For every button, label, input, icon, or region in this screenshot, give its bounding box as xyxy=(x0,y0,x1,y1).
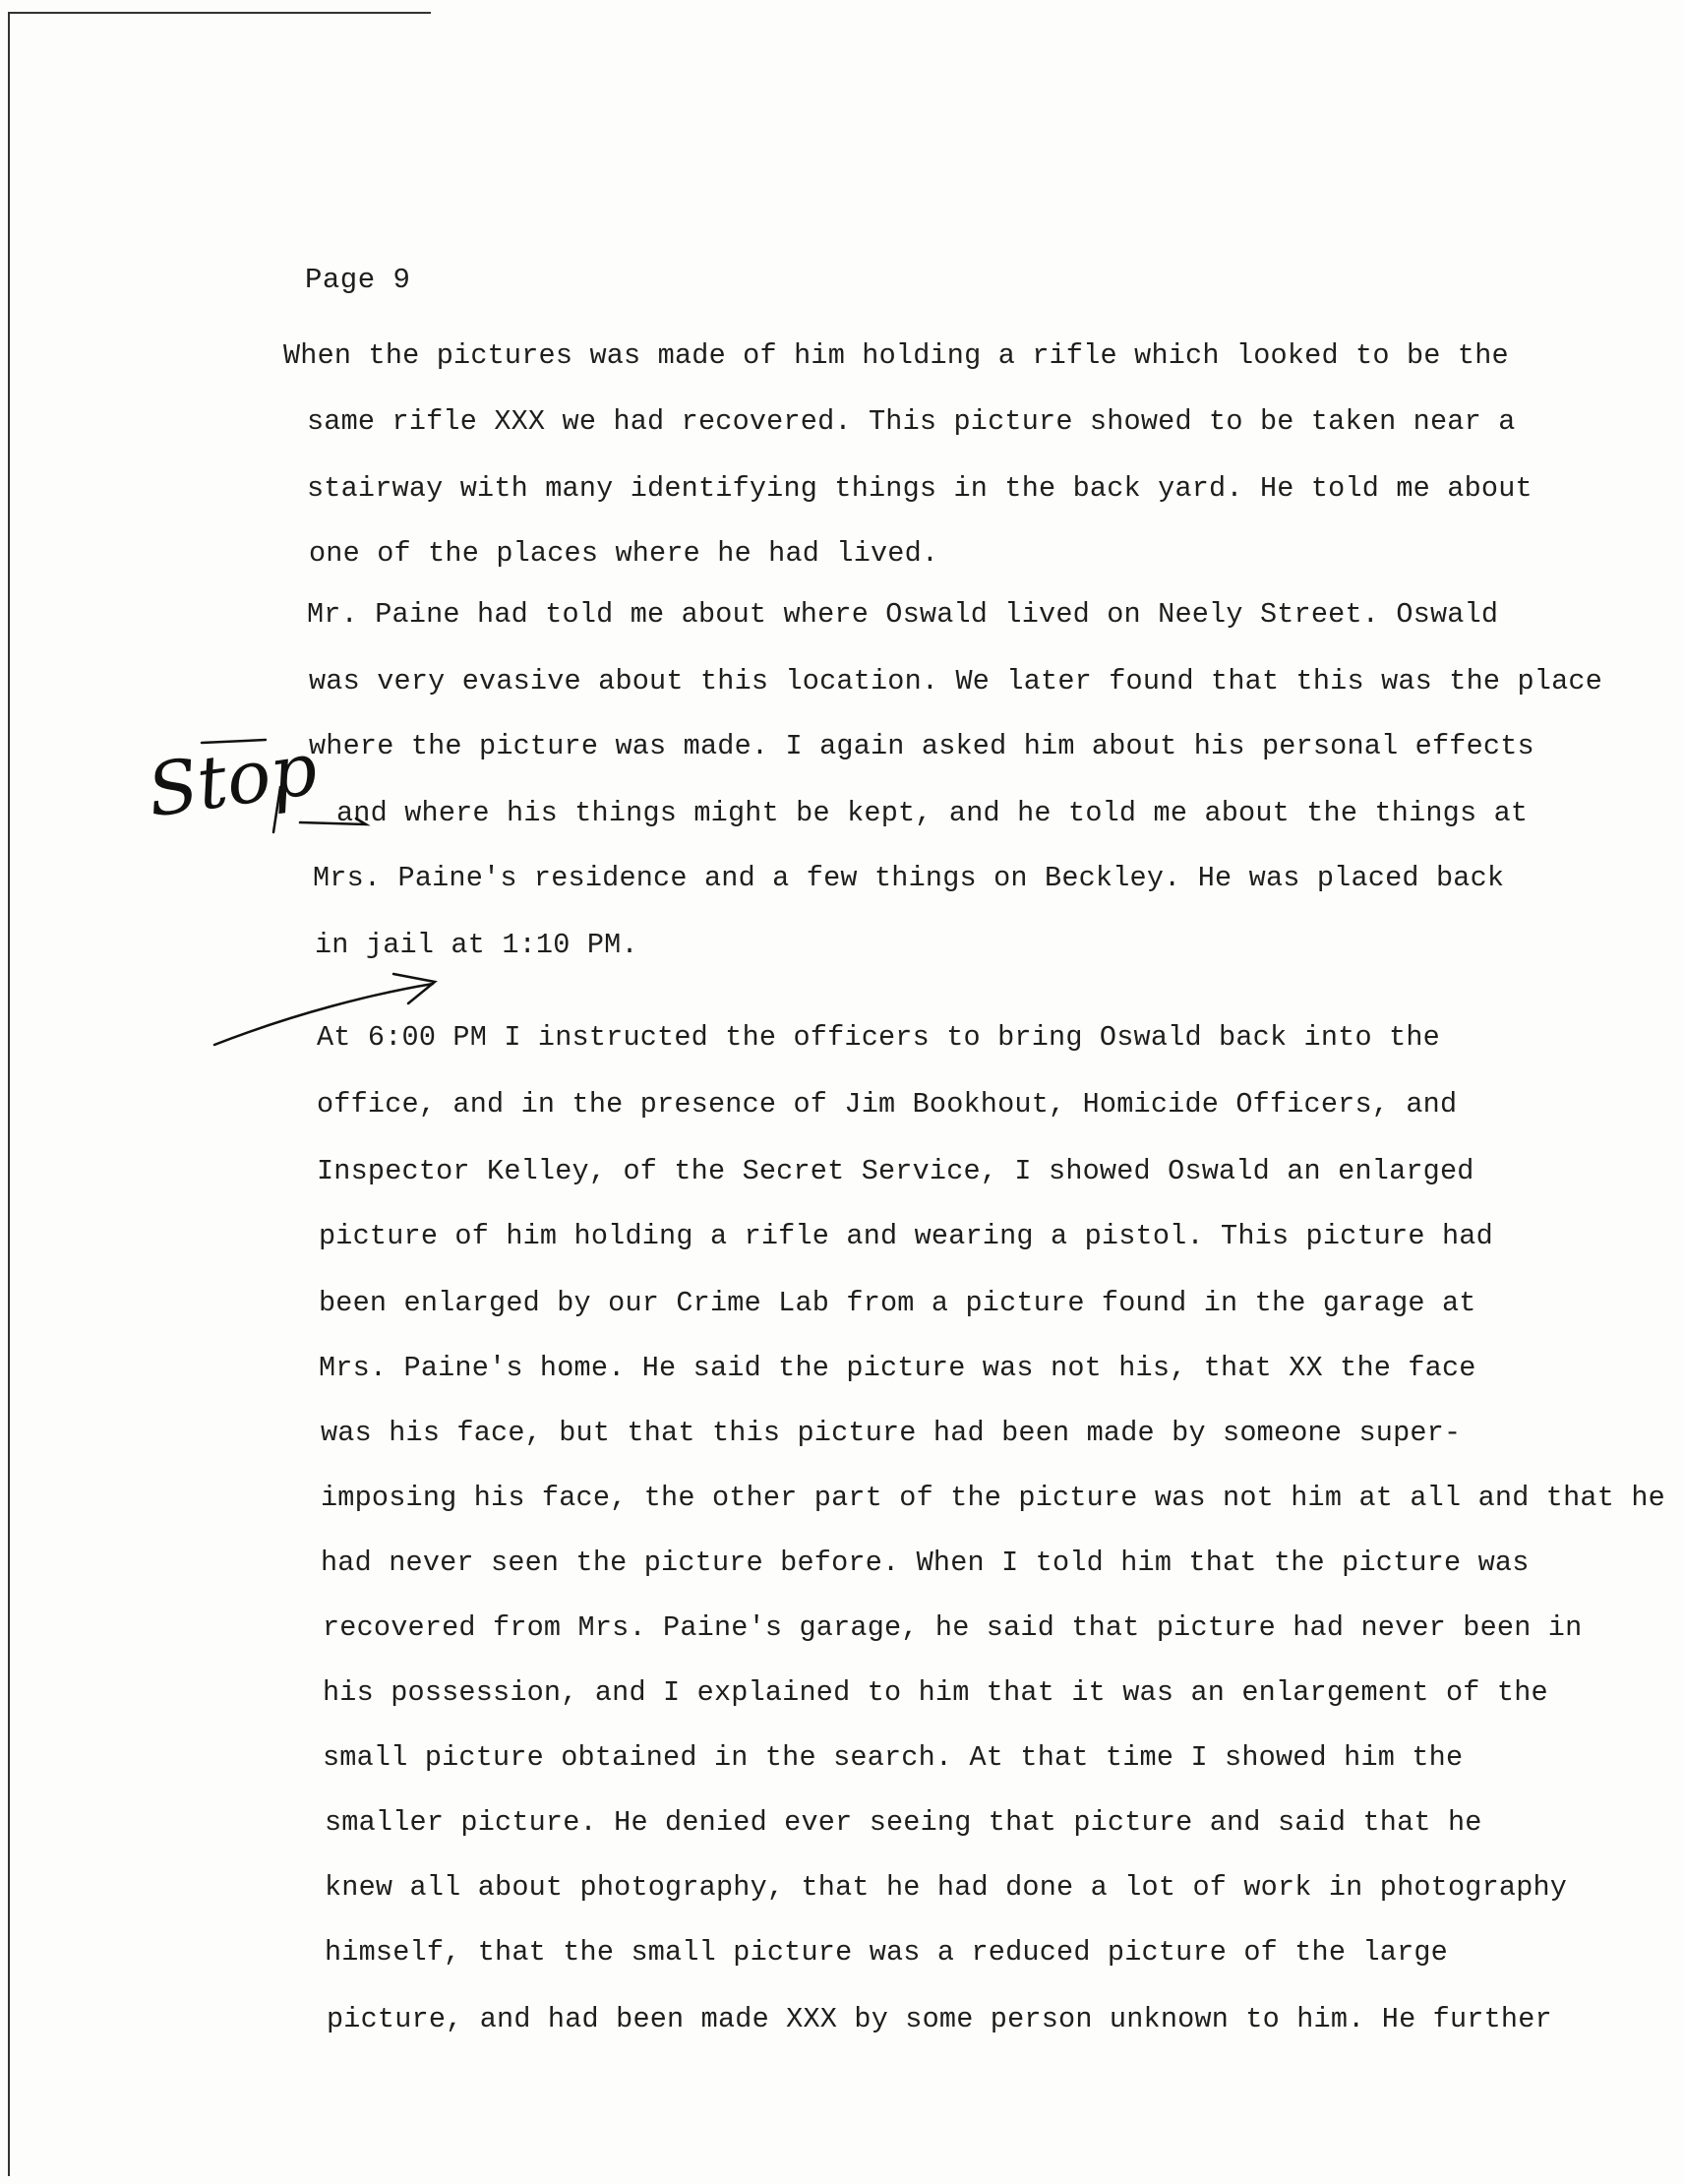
text-line-16: Mrs. Paine's home. He said the picture was not his, that XX the face xyxy=(319,1352,1476,1384)
paragraph-arrow-mark xyxy=(214,974,435,1045)
text-line-20: recovered from Mrs. Paine's garage, he said that picture had never been in xyxy=(323,1611,1583,1644)
text-line-11: At 6:00 PM I instructed the officers to bring Oswald back into the xyxy=(317,1021,1440,1054)
text-line-3: stairway with many identifying things in the back yard. He told me about xyxy=(307,472,1533,505)
text-line-23: smaller picture. He denied ever seeing that picture and said that he xyxy=(325,1806,1482,1839)
text-line-7: where the picture was made. I again asked him about his personal effects xyxy=(309,730,1534,762)
text-line-14: picture of him holding a rifle and wearing a pistol. This picture had xyxy=(319,1220,1493,1252)
handwritten-stop-annotation: Stop xyxy=(142,726,323,834)
page-label: Page 9 xyxy=(305,264,411,296)
underline-arrow-stroke xyxy=(300,819,366,824)
text-line-25: himself, that the small picture was a reduced picture of the large xyxy=(325,1936,1448,1969)
text-line-15: been enlarged by our Crime Lab from a picture found in the garage at xyxy=(319,1287,1476,1319)
text-line-24: knew all about photography, that he had done a lot of work in photography xyxy=(325,1871,1568,1904)
text-line-26: picture, and had been made XXX by some person unknown to him. He further xyxy=(327,2003,1552,2035)
text-line-12: office, and in the presence of Jim Bookhout, Homicide Officers, and xyxy=(317,1088,1458,1121)
bracket-slash-stroke xyxy=(273,787,280,832)
text-line-8: and where his things might be kept, and he told me about the things at xyxy=(336,797,1529,829)
text-line-1: When the pictures was made of him holding a rifle which looked to be the xyxy=(283,339,1509,372)
text-line-10: in jail at 1:10 PM. xyxy=(315,929,638,961)
annotation-bracket-mark xyxy=(202,740,366,832)
text-line-5: Mr. Paine had told me about where Oswald lived on Neely Street. Oswald xyxy=(307,598,1499,631)
arrow-line xyxy=(214,984,433,1045)
text-line-21: his possession, and I explained to him that it was an enlargement of the xyxy=(323,1676,1548,1709)
text-line-2: same rifle XXX we had recovered. This picture showed to be taken near a xyxy=(307,405,1516,438)
text-line-13: Inspector Kelley, of the Secret Service, I showed Oswald an enlarged xyxy=(317,1155,1474,1187)
text-line-18: imposing his face, the other part of the picture was not him at all and that he xyxy=(321,1482,1665,1514)
bracket-top-stroke xyxy=(202,740,266,743)
text-line-4: one of the places where he had lived. xyxy=(309,537,939,570)
text-line-17: was his face, but that this picture had been made by someone super- xyxy=(321,1417,1462,1449)
text-line-6: was very evasive about this location. We later found that this was the place xyxy=(309,665,1603,698)
text-line-19: had never seen the picture before. When I told him that the picture was xyxy=(321,1547,1530,1579)
text-line-22: small picture obtained in the search. At that time I showed him the xyxy=(323,1741,1464,1774)
text-line-9: Mrs. Paine's residence and a few things on Beckley. He was placed back xyxy=(313,862,1505,894)
